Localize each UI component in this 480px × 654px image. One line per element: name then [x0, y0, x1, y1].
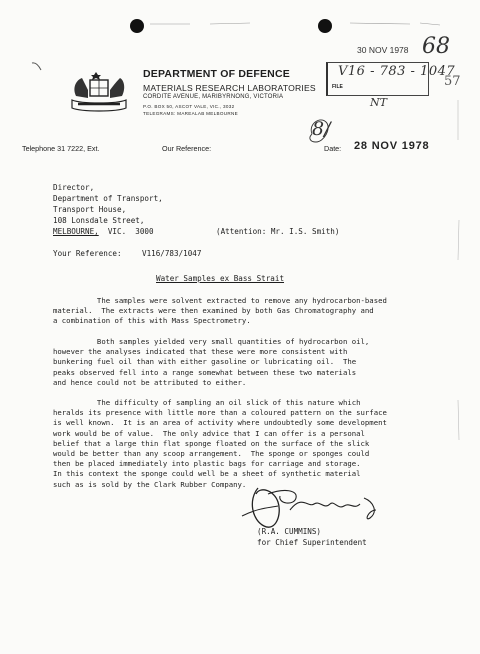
addressee-state-postcode: VIC. 3000: [98, 227, 154, 236]
addressee-line-4: 108 Lonsdale Street,: [53, 216, 145, 225]
side-number: 57: [444, 74, 461, 89]
your-reference-label: Your Reference:: [53, 249, 122, 258]
addressee-city: MELBOURNE,: [53, 227, 99, 236]
file-reference-handwritten: V16 - 783 - 1047: [338, 64, 456, 79]
date-stamp: 28 NOV 1978: [354, 140, 430, 152]
top-rule: [150, 20, 450, 28]
initial-mark: 8/: [312, 118, 331, 140]
our-reference-label: Our Reference:: [162, 144, 212, 153]
right-edge-marks: [452, 100, 464, 520]
body-paragraph-2: Both samples yielded very small quantities of hydrocarbon oil, however the analyses indicated that these were more consistent with bunkering fuel oil than with either gasoline or lubricating oil. The peaks observed fell into a range somewhat between these two materials and hence could not be attributed to either.: [53, 337, 370, 387]
department-name: DEPARTMENT OF DEFENCE: [143, 68, 290, 80]
subject-heading: Water Samples ex Bass Strait: [156, 274, 285, 283]
file-initials: NT: [370, 96, 387, 109]
file-stamp-label: FILE: [332, 84, 343, 90]
signatory-name: (R.A. CUMMINS): [257, 527, 322, 536]
body-paragraph-3: The difficulty of sampling an oil slick of this nature which heralds its presence with little more than a coloured pattern on the surface is well known. It is an area of activity where undoubtedly some development work would be of value. The only advice that I can offer is a personal belief that a large thin flat sponge floated on the surface of the slick would be better than any scoop arrangement. The sponge or sponges could then be placed immediately into plastic bags for carriage and storage. In this context the sponge could well be a sheet of synthetic material such as is sold by the Clark Rubber Company.: [53, 398, 387, 489]
laboratory-name: MATERIALS RESEARCH LABORATORIES: [143, 83, 316, 93]
received-date: 30 NOV 1978: [357, 45, 409, 55]
telephone: Telephone 31 7222, Ext.: [22, 144, 100, 153]
your-reference-value: V116/783/1047: [142, 249, 202, 258]
corner-mark: [30, 60, 44, 74]
body-paragraph-1: The samples were solvent extracted to remove any hydrocarbon-based material. The extracts were then examined by both Gas Chromatography and a combination of this with Mass Spectrometry.: [53, 296, 387, 326]
date-label: Date:: [324, 144, 342, 153]
laboratory-po-box: P.O. BOX 50, ASCOT VALE, VIC., 3032: [143, 104, 235, 109]
signatory-title: for Chief Superintendent: [257, 538, 367, 547]
laboratory-street: CORDITE AVENUE, MARIBYRNONG, VICTORIA: [143, 94, 284, 100]
attention-line: (Attention: Mr. I.S. Smith): [216, 227, 340, 236]
initial-mark-loop: [306, 114, 346, 148]
punch-hole-left: [130, 19, 144, 33]
laboratory-telegrams: TELEGRAMS: MAREALAB MELBOURNE: [143, 111, 238, 116]
addressee-line-2: Department of Transport,: [53, 194, 163, 203]
addressee-city-line: [53, 227, 154, 237]
addressee-line-3: Transport House,: [53, 205, 127, 214]
addressee-line-1: Director,: [53, 183, 95, 192]
folio-number: 68: [422, 34, 450, 59]
coat-of-arms-emblem: [68, 68, 130, 114]
